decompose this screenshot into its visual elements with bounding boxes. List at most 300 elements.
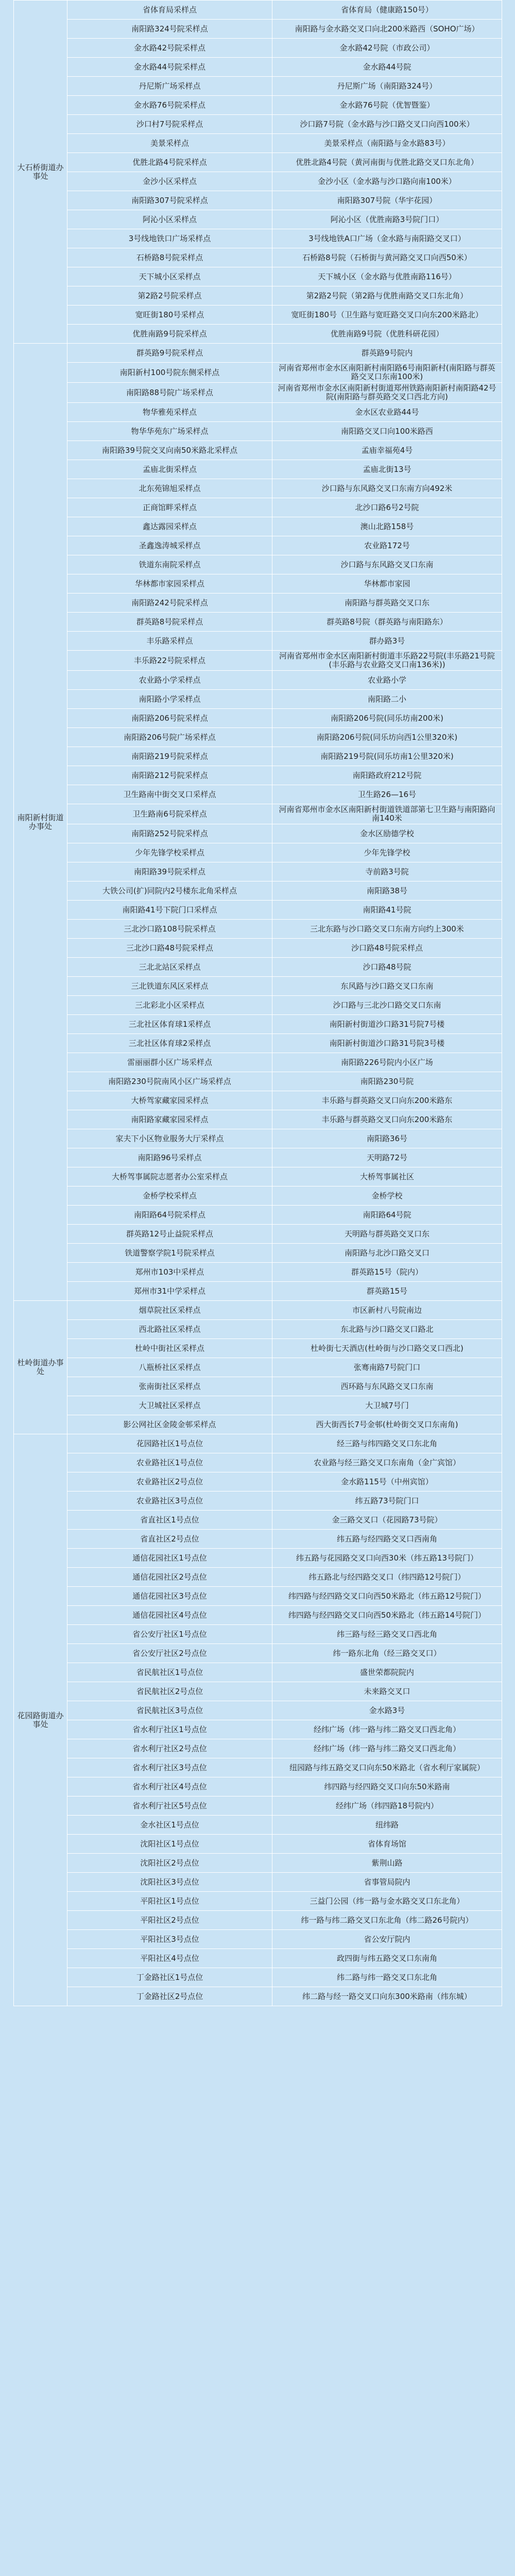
sampling-site-cell: 金水路42号院采样点 bbox=[67, 39, 272, 58]
address-cell: 优胜南路9号院（优胜科研花园） bbox=[272, 325, 502, 344]
sampling-site-cell: 三北彩北小区采样点 bbox=[67, 996, 272, 1015]
table-row bbox=[14, 1777, 502, 1797]
sampling-site-cell: 雷丽丽群小区广场采样点 bbox=[67, 1053, 272, 1072]
sampling-site-cell: 沈阳社区1号点位 bbox=[67, 1835, 272, 1854]
table-row bbox=[14, 996, 502, 1015]
table-row bbox=[14, 939, 502, 958]
sampling-site-cell: 卫生路南中街交叉口采样点 bbox=[67, 785, 272, 804]
sampling-site-cell: 南阳路64号院采样点 bbox=[67, 1206, 272, 1225]
table-row bbox=[14, 1434, 502, 1453]
address-cell: 西环路与东风路交叉口东南 bbox=[272, 1377, 502, 1396]
address-cell: 南阳路41号院 bbox=[272, 901, 502, 920]
sampling-site-cell: 省水利厅社区4号点位 bbox=[67, 1777, 272, 1797]
address-cell: 金水路44号院 bbox=[272, 58, 502, 77]
address-cell: 群英路8号院（群英路与南阳路东） bbox=[272, 613, 502, 632]
table-row bbox=[14, 403, 502, 422]
sampling-site-cell: 丁金路社区1号点位 bbox=[67, 1968, 272, 1987]
address-cell: 沙口路与东风路交叉口东南 bbox=[272, 555, 502, 574]
sampling-site-cell: 丰乐路采样点 bbox=[67, 632, 272, 651]
sampling-site-cell: 金水路76号院采样点 bbox=[67, 96, 272, 115]
sampling-site-cell: 郑州市31中学采样点 bbox=[67, 1282, 272, 1301]
sampling-site-cell: 农业路社区1号点位 bbox=[67, 1453, 272, 1472]
address-cell: 紫荆山路 bbox=[272, 1854, 502, 1873]
address-cell: 金桥学校 bbox=[272, 1187, 502, 1206]
district-cell: 花园路街道办事处 bbox=[14, 1434, 67, 2006]
address-cell: 群办路3号 bbox=[272, 632, 502, 651]
table-row bbox=[14, 325, 502, 344]
sampling-site-cell: 影公网社区金陵金邨采样点 bbox=[67, 1415, 272, 1434]
sampling-sites-table-body bbox=[14, 1, 502, 2006]
sampling-site-cell: 优胜北路4号院采样点 bbox=[67, 153, 272, 172]
table-row bbox=[14, 20, 502, 39]
table-row bbox=[14, 39, 502, 58]
address-cell: 张骞南路7号院门口 bbox=[272, 1358, 502, 1377]
address-cell: 金水路42号院（市政公司） bbox=[272, 39, 502, 58]
table-row bbox=[14, 804, 502, 824]
table-row bbox=[14, 1053, 502, 1072]
address-cell: 金三路交叉口（花园路73号院） bbox=[272, 1511, 502, 1530]
table-row bbox=[14, 1873, 502, 1892]
table-row bbox=[14, 248, 502, 267]
sampling-site-cell: 家夫下小区物业服务大厅采样点 bbox=[67, 1129, 272, 1148]
address-cell: 政四街与纬五路交叉口东南角 bbox=[272, 1949, 502, 1968]
table-row bbox=[14, 977, 502, 996]
address-cell: 美景采样点（南阳路与金水路83号） bbox=[272, 134, 502, 153]
sampling-site-cell: 金桥学校采样点 bbox=[67, 1187, 272, 1206]
table-row bbox=[14, 882, 502, 901]
table-row bbox=[14, 1320, 502, 1339]
table-row bbox=[14, 958, 502, 977]
address-cell: 金水区农业路44号 bbox=[272, 403, 502, 422]
table-row bbox=[14, 1206, 502, 1225]
address-cell: 沙口路与三北沙口路交叉口东南 bbox=[272, 996, 502, 1015]
sampling-site-cell: 金水路44号院采样点 bbox=[67, 58, 272, 77]
table-row bbox=[14, 229, 502, 248]
table-row bbox=[14, 747, 502, 766]
address-cell: 华林都市家园 bbox=[272, 574, 502, 594]
sampling-site-cell: 郑州市103中采样点 bbox=[67, 1263, 272, 1282]
table-row bbox=[14, 286, 502, 306]
table-row bbox=[14, 115, 502, 134]
address-cell: 市区新村八号院南边 bbox=[272, 1301, 502, 1320]
sampling-site-cell: 南阳路41号下院门口采样点 bbox=[67, 901, 272, 920]
table-row bbox=[14, 536, 502, 555]
table-row bbox=[14, 901, 502, 920]
table-row bbox=[14, 1892, 502, 1911]
address-cell: 河南省郑州市金水区南阳新村南阳路6号南阳新村(南阳路与群英路交叉口东南100米) bbox=[272, 363, 502, 383]
table-row bbox=[14, 671, 502, 690]
sampling-site-cell: 铁道东南院采样点 bbox=[67, 555, 272, 574]
sampling-site-cell: 三北铁道东风区采样点 bbox=[67, 977, 272, 996]
table-row bbox=[14, 1396, 502, 1415]
table-row bbox=[14, 191, 502, 210]
address-cell: 河南省郑州市金水区南阳新村街道郑州铁路南阳新村南阳路42号院(南阳路与群英路交叉口西北方向) bbox=[272, 383, 502, 403]
address-cell: 天下城小区（金水路与优胜南路116号） bbox=[272, 267, 502, 286]
table-row bbox=[14, 153, 502, 172]
sampling-site-cell: 南阳路324号院采样点 bbox=[67, 20, 272, 39]
table-row bbox=[14, 77, 502, 96]
table-row bbox=[14, 920, 502, 939]
address-cell: 南阳路政府212号院 bbox=[272, 766, 502, 785]
sampling-site-cell: 平阳社区1号点位 bbox=[67, 1892, 272, 1911]
address-cell: 纬五路北与经四路交叉口（纬四路12号院门） bbox=[272, 1568, 502, 1587]
table-row bbox=[14, 1015, 502, 1034]
address-cell: 三北东路与沙口路交叉口东南方向约上300米 bbox=[272, 920, 502, 939]
address-cell: 南阳路36号 bbox=[272, 1129, 502, 1148]
table-row bbox=[14, 1701, 502, 1720]
address-cell: 西大街西长7号金邨(杜岭街交叉口东南角) bbox=[272, 1415, 502, 1434]
address-cell: 3号线地铁A口广场（金水路与南阳路交叉口） bbox=[272, 229, 502, 248]
sampling-site-cell: 农业路社区2号点位 bbox=[67, 1472, 272, 1492]
sampling-site-cell: 省民航社区1号点位 bbox=[67, 1663, 272, 1682]
table-row bbox=[14, 267, 502, 286]
address-cell: 省体育局（健康路150号） bbox=[272, 1, 502, 20]
address-cell: 大桥驾事属社区 bbox=[272, 1167, 502, 1187]
district-cell: 大石桥街道办事处 bbox=[14, 1, 67, 344]
sampling-site-cell: 通信花园社区2号点位 bbox=[67, 1568, 272, 1587]
sampling-site-cell: 鑫达露园采样点 bbox=[67, 517, 272, 536]
address-cell: 纬五路73号院门口 bbox=[272, 1492, 502, 1511]
address-cell: 南阳路226号院内小区广场 bbox=[272, 1053, 502, 1072]
address-cell: 丹尼斯广场（南阳路324号） bbox=[272, 77, 502, 96]
sampling-site-cell: 三北北站区采样点 bbox=[67, 958, 272, 977]
sampling-site-cell: 南阳路230号院南风小区广场采样点 bbox=[67, 1072, 272, 1091]
table-row bbox=[14, 1606, 502, 1625]
address-cell: 金水路76号院（优智暨鉴） bbox=[272, 96, 502, 115]
address-cell: 丰乐路与群英路交叉口向东200米路东 bbox=[272, 1091, 502, 1110]
sampling-site-cell: 铁道警察学院1号院采样点 bbox=[67, 1244, 272, 1263]
sampling-site-cell: 群英路8号院采样点 bbox=[67, 613, 272, 632]
table-row bbox=[14, 1110, 502, 1129]
sampling-site-cell: 南阳路252号院采样点 bbox=[67, 824, 272, 843]
address-cell: 省公安厅院内 bbox=[272, 1930, 502, 1949]
address-cell: 优胜北路4号院（黄河南街与优胜北路交叉口东北角） bbox=[272, 153, 502, 172]
address-cell: 金水区励德学校 bbox=[272, 824, 502, 843]
table-row bbox=[14, 1301, 502, 1320]
sampling-site-cell: 丰乐路22号院采样点 bbox=[67, 651, 272, 671]
table-row bbox=[14, 441, 502, 460]
table-row bbox=[14, 862, 502, 882]
table-row bbox=[14, 1415, 502, 1434]
table-row bbox=[14, 460, 502, 479]
table-row bbox=[14, 172, 502, 191]
table-row bbox=[14, 1225, 502, 1244]
table-row bbox=[14, 1034, 502, 1053]
table-row bbox=[14, 1377, 502, 1396]
address-cell: 省体育场馆 bbox=[272, 1835, 502, 1854]
address-cell: 南阳路交叉口向100米路西 bbox=[272, 422, 502, 441]
address-cell: 盛世荣都院院内 bbox=[272, 1663, 502, 1682]
table-row bbox=[14, 824, 502, 843]
sampling-site-cell: 3号线地铁口广场采样点 bbox=[67, 229, 272, 248]
address-cell: 三益门公园（纬一路与金水路交叉口东北角） bbox=[272, 1892, 502, 1911]
address-cell: 孟庙幸福苑4号 bbox=[272, 441, 502, 460]
sampling-site-cell: 八瓶桥社区采样点 bbox=[67, 1358, 272, 1377]
address-cell: 南阳路与金水路交叉口向北200米路西（SOHO广场） bbox=[272, 20, 502, 39]
table-row bbox=[14, 1472, 502, 1492]
address-cell: 杜岭街七天酒店(杜岭街与沙口路交叉口西北) bbox=[272, 1339, 502, 1358]
table-row bbox=[14, 1568, 502, 1587]
table-row bbox=[14, 1835, 502, 1854]
sampling-site-cell: 南阳路88号院广场采样点 bbox=[67, 383, 272, 403]
sampling-site-cell: 南阳路小学采样点 bbox=[67, 690, 272, 709]
sampling-site-cell: 通信花园社区4号点位 bbox=[67, 1606, 272, 1625]
sampling-site-cell: 平阳社区4号点位 bbox=[67, 1949, 272, 1968]
address-cell: 南阳路与北沙口路交叉口 bbox=[272, 1244, 502, 1263]
address-cell: 经纬广场（纬一路与纬二路交叉口西北角） bbox=[272, 1720, 502, 1739]
sampling-site-cell: 省水利厅社区1号点位 bbox=[67, 1720, 272, 1739]
address-cell: 河南省郑州市金水区南阳新村街道丰乐路22号院(丰乐路21号院(丰乐路与农业路交叉口南136米)) bbox=[272, 651, 502, 671]
table-row bbox=[14, 1187, 502, 1206]
table-row bbox=[14, 363, 502, 383]
sampling-site-cell: 花园路社区1号点位 bbox=[67, 1434, 272, 1453]
sampling-site-cell: 省水利厅社区5号点位 bbox=[67, 1797, 272, 1816]
table-row bbox=[14, 1244, 502, 1263]
sampling-site-cell: 大铁公司(扩)同院内2号楼东北角采样点 bbox=[67, 882, 272, 901]
sampling-site-cell: 南阳路206号院广场采样点 bbox=[67, 728, 272, 747]
address-cell: 省事管局院内 bbox=[272, 1873, 502, 1892]
table-row bbox=[14, 1587, 502, 1606]
table-row bbox=[14, 1930, 502, 1949]
address-cell: 南阳路206号院(同乐坊南200米) bbox=[272, 709, 502, 728]
sampling-site-cell: 三北沙口路48号院采样点 bbox=[67, 939, 272, 958]
sampling-site-cell: 少年先锋学校采样点 bbox=[67, 843, 272, 862]
address-cell: 南阳新村街道沙口路31号院7号楼 bbox=[272, 1015, 502, 1034]
sampling-site-cell: 南阳路206号院采样点 bbox=[67, 709, 272, 728]
address-cell: 群英路15号 bbox=[272, 1282, 502, 1301]
table-row bbox=[14, 1167, 502, 1187]
table-row bbox=[14, 383, 502, 403]
address-cell: 金水路3号 bbox=[272, 1701, 502, 1720]
sampling-site-cell: 金沙小区采样点 bbox=[67, 172, 272, 191]
table-row bbox=[14, 210, 502, 229]
sampling-site-cell: 第2路2号院采样点 bbox=[67, 286, 272, 306]
sampling-site-cell: 省水利厅社区3号点位 bbox=[67, 1758, 272, 1777]
sampling-site-cell: 西北路社区采样点 bbox=[67, 1320, 272, 1339]
sampling-site-cell: 美景采样点 bbox=[67, 134, 272, 153]
table-row bbox=[14, 306, 502, 325]
address-cell: 南阳路64号院 bbox=[272, 1206, 502, 1225]
sampling-site-cell: 三北社区体育球2采样点 bbox=[67, 1034, 272, 1053]
address-cell: 群英路15号（院内） bbox=[272, 1263, 502, 1282]
address-cell: 沙口路7号院（金水路与沙口路交叉口向西100米） bbox=[272, 115, 502, 134]
address-cell: 天明路与群英路交叉口东 bbox=[272, 1225, 502, 1244]
table-row bbox=[14, 1, 502, 20]
table-row bbox=[14, 766, 502, 785]
address-cell: 少年先锋学校 bbox=[272, 843, 502, 862]
address-cell: 农业路小学 bbox=[272, 671, 502, 690]
table-row bbox=[14, 1663, 502, 1682]
table-row bbox=[14, 1911, 502, 1930]
address-cell: 纬一路与纬二路交叉口东北角（纬二路26号院内） bbox=[272, 1911, 502, 1930]
sampling-site-cell: 三北沙口路108号院采样点 bbox=[67, 920, 272, 939]
sampling-site-cell: 北东苑锦旭采样点 bbox=[67, 479, 272, 498]
address-cell: 卫生路26—16号 bbox=[272, 785, 502, 804]
address-cell: 南阳路230号院 bbox=[272, 1072, 502, 1091]
table-row bbox=[14, 96, 502, 115]
sampling-site-cell: 沈阳社区2号点位 bbox=[67, 1854, 272, 1873]
sampling-site-cell: 通信花园社区1号点位 bbox=[67, 1549, 272, 1568]
table-row bbox=[14, 1453, 502, 1472]
sampling-site-cell: 丹尼斯广场采样点 bbox=[67, 77, 272, 96]
address-cell: 群英路9号院内 bbox=[272, 344, 502, 363]
sampling-site-cell: 省民航社区3号点位 bbox=[67, 1701, 272, 1720]
address-cell: 纬五路与经四路交叉口西南角 bbox=[272, 1530, 502, 1549]
table-row bbox=[14, 1682, 502, 1701]
sampling-site-cell: 南阳路212号院采样点 bbox=[67, 766, 272, 785]
sampling-site-cell: 南阳路307号院采样点 bbox=[67, 191, 272, 210]
sampling-site-cell: 平阳社区3号点位 bbox=[67, 1930, 272, 1949]
table-row bbox=[14, 613, 502, 632]
sampling-site-cell: 南阳路39号院采样点 bbox=[67, 862, 272, 882]
address-cell: 南阳路219号院(同乐坊南1公里320米) bbox=[272, 747, 502, 766]
sampling-site-cell: 省民航社区2号点位 bbox=[67, 1682, 272, 1701]
address-cell: 河南省郑州市金水区南阳新村街道铁道部第七卫生路与南阳路向南140米 bbox=[272, 804, 502, 824]
table-row bbox=[14, 843, 502, 862]
sampling-site-cell: 圣鑫逸涛城采样点 bbox=[67, 536, 272, 555]
sampling-site-cell: 石桥路8号院采样点 bbox=[67, 248, 272, 267]
address-cell: 农业路与经三路交叉口东南角（金广宾馆） bbox=[272, 1453, 502, 1472]
sampling-site-cell: 省公安厅社区2号点位 bbox=[67, 1644, 272, 1663]
address-cell: 经三路与纬四路交叉口东北角 bbox=[272, 1434, 502, 1453]
table-row bbox=[14, 1511, 502, 1530]
address-cell: 沙口路与东风路交叉口东南方向492米 bbox=[272, 479, 502, 498]
address-cell: 东风路与沙口路交叉口东南 bbox=[272, 977, 502, 996]
table-row bbox=[14, 1968, 502, 1987]
address-cell: 东北路与沙口路交叉口路北 bbox=[272, 1320, 502, 1339]
address-cell: 南阳路38号 bbox=[272, 882, 502, 901]
address-cell: 纽纬路 bbox=[272, 1816, 502, 1835]
sampling-site-cell: 南阳路242号院采样点 bbox=[67, 594, 272, 613]
address-cell: 沙口路48号院 bbox=[272, 958, 502, 977]
table-row bbox=[14, 1129, 502, 1148]
table-row bbox=[14, 728, 502, 747]
address-cell: 北沙口路6号2号院 bbox=[272, 498, 502, 517]
table-row bbox=[14, 134, 502, 153]
sampling-site-cell: 物华华苑东广场采样点 bbox=[67, 422, 272, 441]
table-row bbox=[14, 479, 502, 498]
address-cell: 经纬广场（纬四路18号院内） bbox=[272, 1797, 502, 1816]
address-cell: 农业路172号 bbox=[272, 536, 502, 555]
table-row bbox=[14, 785, 502, 804]
table-row bbox=[14, 498, 502, 517]
sampling-site-cell: 杜岭中街社区采样点 bbox=[67, 1339, 272, 1358]
sampling-site-cell: 农业路社区3号点位 bbox=[67, 1492, 272, 1511]
sampling-site-cell: 省体育局采样点 bbox=[67, 1, 272, 20]
table-row bbox=[14, 1358, 502, 1377]
sampling-site-cell: 物华雅苑采样点 bbox=[67, 403, 272, 422]
table-row bbox=[14, 1949, 502, 1968]
address-cell: 纬一路东北角（经三路交叉口） bbox=[272, 1644, 502, 1663]
table-row bbox=[14, 1816, 502, 1835]
table-row bbox=[14, 1148, 502, 1167]
table-row bbox=[14, 1530, 502, 1549]
address-cell: 纬二路与纬一路交叉口东北角 bbox=[272, 1968, 502, 1987]
sampling-site-cell: 通信花园社区3号点位 bbox=[67, 1587, 272, 1606]
sampling-site-cell: 三北社区体育球1采样点 bbox=[67, 1015, 272, 1034]
address-cell: 天明路72号 bbox=[272, 1148, 502, 1167]
table-row bbox=[14, 1492, 502, 1511]
table-row bbox=[14, 690, 502, 709]
table-row bbox=[14, 1758, 502, 1777]
table-row bbox=[14, 1282, 502, 1301]
sampling-site-cell: 大桥驾事属院志愿者办公室采样点 bbox=[67, 1167, 272, 1187]
sampling-sites-table bbox=[13, 0, 502, 2006]
sampling-site-cell: 沙口村7号院采样点 bbox=[67, 115, 272, 134]
table-row bbox=[14, 555, 502, 574]
sampling-site-cell: 平阳社区2号点位 bbox=[67, 1911, 272, 1930]
table-row bbox=[14, 651, 502, 671]
address-cell: 纬三路与经三路交叉口西北角 bbox=[272, 1625, 502, 1644]
address-cell: 南阳新村街道沙口路31号院3号楼 bbox=[272, 1034, 502, 1053]
table-row bbox=[14, 1720, 502, 1739]
sampling-site-cell: 金水社区1号点位 bbox=[67, 1816, 272, 1835]
address-cell: 澳山北路158号 bbox=[272, 517, 502, 536]
table-row bbox=[14, 594, 502, 613]
sampling-site-cell: 孟庙北街采样点 bbox=[67, 460, 272, 479]
address-cell: 未来路交叉口 bbox=[272, 1682, 502, 1701]
sampling-site-cell: 省公安厅社区1号点位 bbox=[67, 1625, 272, 1644]
table-row bbox=[14, 422, 502, 441]
table-row bbox=[14, 1644, 502, 1663]
address-cell: 宽旺街180号（卫生路与宽旺路交叉口向东200米路北） bbox=[272, 306, 502, 325]
sampling-site-cell: 省直社区1号点位 bbox=[67, 1511, 272, 1530]
sampling-site-cell: 大卫城社区采样点 bbox=[67, 1396, 272, 1415]
sampling-site-cell: 阿沁小区采样点 bbox=[67, 210, 272, 229]
sampling-site-cell: 丁金路社区2号点位 bbox=[67, 1987, 272, 2006]
table-row bbox=[14, 1263, 502, 1282]
address-cell: 阿沁小区（优胜南路3号院门口） bbox=[272, 210, 502, 229]
sampling-site-cell: 南阳新村100号院东侧采样点 bbox=[67, 363, 272, 383]
address-cell: 第2路2号院（第2路与优胜南路交叉口东北角） bbox=[272, 286, 502, 306]
sampling-site-cell: 宽旺街180号采样点 bbox=[67, 306, 272, 325]
sampling-site-cell: 正商馆畔采样点 bbox=[67, 498, 272, 517]
sampling-site-cell: 天下城小区采样点 bbox=[67, 267, 272, 286]
district-cell: 南阳新村街道办事处 bbox=[14, 344, 67, 1301]
sampling-site-cell: 省水利厅社区2号点位 bbox=[67, 1739, 272, 1758]
address-cell: 纬四路与经四路交叉口向西50米路北（纬五路14号院门） bbox=[272, 1606, 502, 1625]
address-cell: 纬二路与经一路交叉口向东300米路南（纬东城） bbox=[272, 1987, 502, 2006]
sampling-site-cell: 省直社区2号点位 bbox=[67, 1530, 272, 1549]
table-row bbox=[14, 1549, 502, 1568]
address-cell: 大卫城7号门 bbox=[272, 1396, 502, 1415]
table-row bbox=[14, 344, 502, 363]
sampling-site-cell: 南阳路96号采样点 bbox=[67, 1148, 272, 1167]
sampling-site-cell: 优胜南路9号院采样点 bbox=[67, 325, 272, 344]
sampling-site-cell: 南阳路219号院采样点 bbox=[67, 747, 272, 766]
address-cell: 丰乐路与群英路交叉口向东200米路东 bbox=[272, 1110, 502, 1129]
sampling-site-cell: 沈阳社区3号点位 bbox=[67, 1873, 272, 1892]
table-row bbox=[14, 709, 502, 728]
address-cell: 纽园路与纬五路交叉口向东50米路北（省水利厅家属院） bbox=[272, 1758, 502, 1777]
address-cell: 经纬广场（纬一路与纬二路交叉口西北角） bbox=[272, 1739, 502, 1758]
sampling-site-cell: 大桥驾家藏家园采样点 bbox=[67, 1091, 272, 1110]
sampling-site-cell: 张南街社区采样点 bbox=[67, 1377, 272, 1396]
table-row bbox=[14, 1739, 502, 1758]
sampling-site-cell: 华林都市家园采样点 bbox=[67, 574, 272, 594]
table-row bbox=[14, 632, 502, 651]
table-row bbox=[14, 517, 502, 536]
address-cell: 沙口路48号院采样点 bbox=[272, 939, 502, 958]
address-cell: 纬五路与花园路交叉口向西30米（纬五路13号院门） bbox=[272, 1549, 502, 1568]
table-row bbox=[14, 1854, 502, 1873]
address-cell: 纬四路与经四路交叉口向西50米路北（纬五路12号院门） bbox=[272, 1587, 502, 1606]
sampling-site-cell: 群英路9号院采样点 bbox=[67, 344, 272, 363]
address-cell: 金沙小区（金水路与沙口路向南100米） bbox=[272, 172, 502, 191]
sampling-site-cell: 南阳路家藏家园采样点 bbox=[67, 1110, 272, 1129]
table-row bbox=[14, 1091, 502, 1110]
address-cell: 南阳路307号院（华宇花园） bbox=[272, 191, 502, 210]
